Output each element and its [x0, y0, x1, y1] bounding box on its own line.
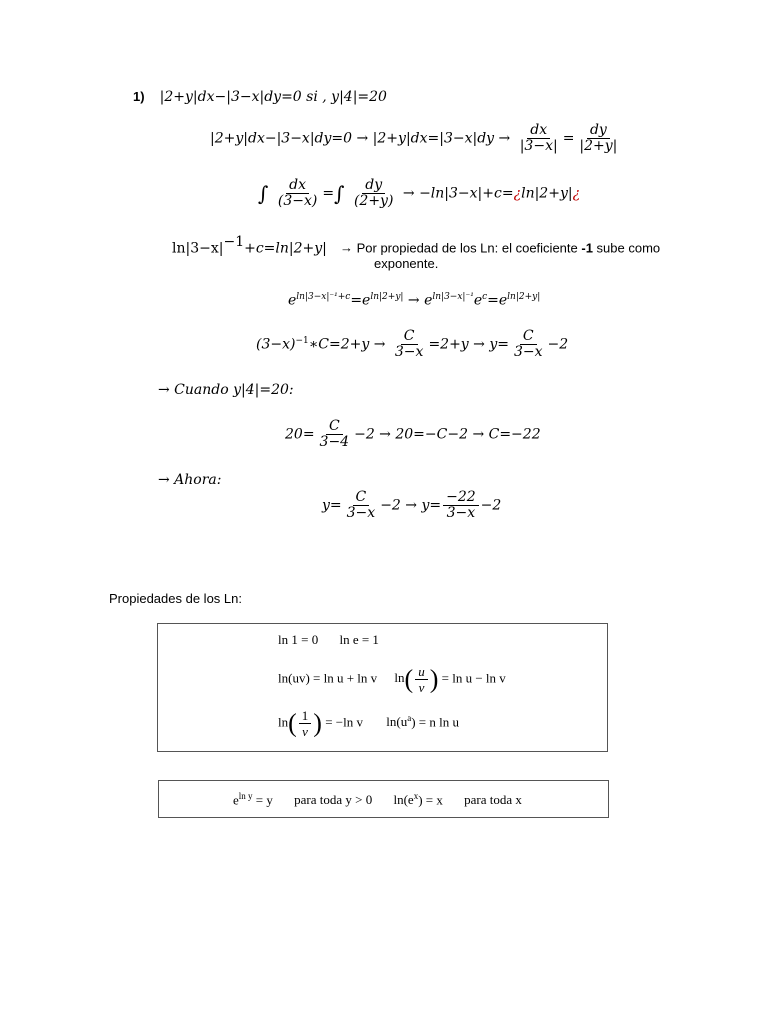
step3-expr-b: +c=ln|2+y| [244, 240, 327, 257]
problem-line [133, 86, 387, 105]
step6-a: 20= [285, 426, 315, 443]
step1-left: |2+y|dx−|3−x|dy=0 → |2+y|dx=|3−x|dy → [210, 130, 511, 147]
fraction-denominator: 3−4 [319, 434, 350, 450]
step3-sup: −1 [223, 234, 245, 250]
properties-heading: Propiedades de los Ln: [109, 591, 242, 606]
step7-a: y= [322, 497, 342, 514]
step3-note-c: exponente. [374, 256, 439, 271]
paren-close: ) [313, 708, 322, 738]
step4-arrow: → e [403, 292, 433, 309]
step5-d: −2 [547, 336, 569, 353]
fraction-numerator: 1 [299, 708, 312, 724]
box1-ln-reciprocal: = −ln v [325, 714, 363, 730]
fraction-numerator: C [401, 329, 418, 345]
box1-ln-label: ln [394, 670, 405, 686]
fraction-numerator: dx [286, 178, 309, 194]
step5-fraction-2 [511, 329, 546, 360]
step3-line [172, 234, 660, 256]
step2-fraction-1 [275, 178, 320, 209]
arrow-icon: → [339, 240, 353, 256]
box2-e-sup: ln y [238, 791, 253, 801]
box1-reciprocal-fraction [299, 708, 312, 739]
step6-equation [285, 419, 541, 450]
box1-ln-product: ln(uv) = ln u + ln v [278, 670, 378, 686]
step5-equation [256, 329, 568, 360]
fraction-denominator: v [302, 724, 308, 739]
ahora-line: → Ahora: [158, 472, 222, 488]
box1-ln-label: ln [278, 714, 289, 730]
box2-condition-y: para toda y > 0 [294, 792, 373, 808]
step5-c: =2+y → y= [428, 336, 509, 353]
fraction-numerator: C [520, 329, 537, 345]
box2-ln-e: ln(e [393, 792, 414, 808]
box1-line1 [278, 632, 379, 648]
fraction-numerator: u [415, 664, 428, 680]
step2-rest-a: → −ln|3−x|+c= [402, 185, 514, 202]
step4-sup1: ln|3−x|⁻¹+c [296, 292, 351, 302]
step6-b: −2 → 20=−C−2 → C=−22 [354, 426, 541, 443]
step4-sup4: c [482, 292, 488, 302]
problem-statement: |2+y|dx−|3−x|dy=0 si , y|4|=20 [159, 89, 387, 105]
box2-ln-e-sup: x [413, 791, 419, 801]
step7-c: −2 [480, 497, 502, 514]
step4-sup3: ln|3−x|⁻¹ [432, 292, 474, 302]
step5-sup: −1 [295, 335, 309, 346]
paren-open: ( [288, 708, 297, 738]
equals-sign: = [322, 185, 335, 202]
step4-eq: =e [350, 292, 371, 309]
exp-ln-properties-box [158, 780, 609, 818]
fraction-numerator: dx [527, 123, 550, 139]
fraction-numerator: C [326, 419, 343, 435]
step3-note-b: sube como [592, 240, 661, 256]
step4-e: e [288, 292, 297, 309]
red-mark: ¿ [513, 185, 522, 202]
fraction-denominator: (3−x) [277, 193, 318, 209]
step5-fraction-1 [392, 329, 427, 360]
step2-equation [258, 178, 580, 209]
problem-number: 1) [133, 89, 145, 104]
box1-line3 [278, 708, 459, 739]
step7-fraction-2 [443, 490, 479, 521]
fraction-denominator: v [418, 680, 425, 695]
step5-b: ∗C=2+y → [308, 336, 386, 353]
fraction-denominator: 3−x [514, 344, 543, 360]
paren-close: ) [429, 664, 439, 694]
cuando-line: → Cuando y|4|=20: [158, 382, 294, 398]
box1-ln-quotient: = ln u − ln v [441, 670, 506, 686]
step2-fraction-2 [351, 178, 396, 209]
fraction-denominator: 3−x [346, 505, 376, 521]
box1-ln-power-a: ln(u [386, 714, 408, 730]
step4-eq2: =e [487, 292, 508, 309]
step2-rest-b: ln|2+y| [521, 185, 573, 202]
box1-line2 [278, 664, 506, 695]
fraction-numerator: dy [587, 123, 610, 139]
step4-sup2: ln|2+y| [370, 292, 404, 302]
fraction-denominator: |3−x| [519, 138, 558, 154]
box1-ln-power-b: ) = n ln u [411, 714, 459, 730]
equals-sign: = [562, 130, 575, 147]
box1-lne: ln e = 1 [339, 632, 379, 647]
box2-eq-y: = y [252, 792, 273, 808]
fraction-denominator: 3−x [446, 505, 476, 521]
ln-properties-box [157, 623, 608, 752]
integral-sign: ∫ [258, 181, 269, 206]
fraction-denominator: (2+y) [353, 193, 394, 209]
step4-equation [288, 292, 540, 309]
paren-open: ( [404, 664, 414, 694]
fraction-denominator: 3−x [394, 344, 424, 360]
step7-b: −2 → y= [380, 497, 442, 514]
step7-equation [322, 490, 501, 521]
box2-condition-x: para toda x [464, 792, 522, 808]
box2-line [233, 791, 522, 808]
step4-sup5: ln|2+y| [507, 292, 541, 302]
step5-a: (3−x) [256, 336, 296, 353]
box1-ln-power-sup: a [407, 713, 412, 724]
box2-eq-x: ) = x [418, 792, 443, 808]
red-mark: ¿ [572, 185, 581, 202]
step1-equation [210, 123, 622, 154]
fraction-numerator: −22 [443, 490, 479, 506]
step4-e2: e [473, 292, 483, 309]
step7-fraction-1 [344, 490, 379, 521]
step3-note-a: Por propiedad de los Ln: el coeficiente [352, 240, 582, 256]
integral-sign: ∫ [334, 181, 345, 206]
step1-fraction-right [576, 123, 620, 154]
box1-quotient-fraction [415, 664, 428, 695]
step3-note-bold: -1 [581, 240, 593, 256]
fraction-numerator: dy [362, 178, 385, 194]
box1-ln1: ln 1 = 0 [278, 632, 319, 647]
step6-fraction [317, 419, 353, 450]
fraction-numerator: C [353, 490, 370, 506]
fraction-denominator: |2+y| [579, 138, 618, 154]
step1-fraction-left [517, 123, 561, 154]
step3-expr: ln|3−x| [172, 240, 224, 257]
box2-e: e [233, 792, 239, 808]
